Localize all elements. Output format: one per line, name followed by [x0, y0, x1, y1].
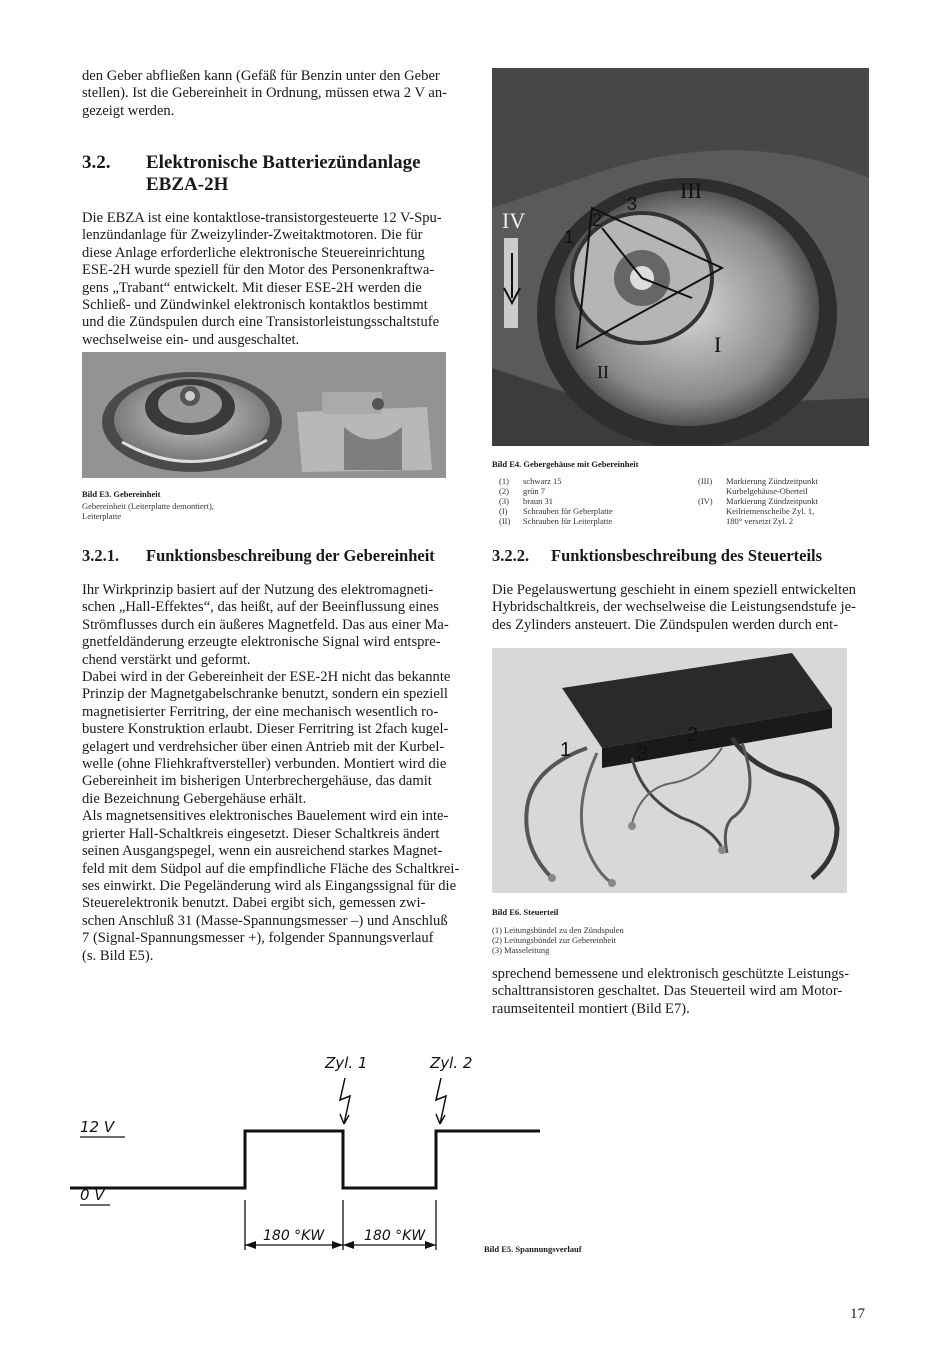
subsection-number: 3.2.2. [492, 546, 530, 565]
figure-title: Bild E3. Gebereinheit [82, 489, 161, 499]
text-line: magnetisierter Ferritring, der eine mechanisch wesentlich ro- [82, 703, 439, 720]
legend-row [698, 506, 873, 516]
text-line: Ihr Wirkprinzip basiert auf der Nutzung des elektromagneti- [82, 582, 434, 598]
text-line: seinen Ausgangspegel, wenn ein ausreichend starkes Magnet- [82, 843, 443, 860]
section-title-line: EBZA-2H [146, 174, 229, 195]
text-line: Die Pegelauswertung geschieht in einem speziell entwickelten [492, 582, 856, 598]
photo-label: 3 [627, 194, 638, 214]
text-line: Steuerelektronik benutzt. Dabei ergibt sich, gemessen zwi- [82, 895, 426, 912]
photo-label: 2 [592, 210, 603, 230]
right-paragraph-1 [492, 582, 869, 634]
spark-arrow-1 [340, 1078, 350, 1124]
legend-text: Markierung Zündzeitpunkt [726, 496, 818, 506]
caption-line: Gebereinheit (Leiterplatte demontiert), [82, 501, 214, 511]
text-line: bustere Konstruktion erlaubt. Dieser Ferritring ist 2fach kugel- [82, 721, 449, 738]
label-12v: 12 V [80, 1118, 115, 1136]
text-line: und die Zündspulen durch eine Transistorleistungsschaltstufe [82, 314, 440, 331]
text-line: Prinzip der Magnetgabelschranke benutzt, sondern ein speziell [82, 686, 448, 703]
photo-label: IV [502, 208, 526, 233]
text-line: grierter Hall-Schaltkreis eingesetzt. Dieser Schaltkreis ändert [82, 825, 440, 842]
text-line: sprechend bemessene und elektronisch geschützte Leistungs- [492, 966, 850, 982]
legend-number [698, 486, 726, 496]
text-line: lenzündanlage für Zweizylinder-Zweitaktmotoren. Die für [82, 227, 423, 244]
photo-label: II [597, 362, 609, 382]
label-0v: 0 V [80, 1186, 105, 1204]
text-line: ESE-2H wurde speziell für den Motor des Personenkraftwa- [82, 262, 435, 279]
section-title [146, 152, 421, 196]
legend-row [698, 516, 873, 526]
ignition-sender-illustration [82, 352, 446, 478]
voltage-waveform-diagram [0, 1040, 950, 1270]
section-number: 3.2. [82, 152, 111, 173]
figure-e4-photo [492, 68, 869, 446]
caption-line: (1) Leitungsbündel zu den Zündspulen [492, 925, 624, 935]
legend-text: Markierung Zündzeitpunkt [726, 476, 818, 486]
text-line: des Zylinders ansteuert. Die Zündspulen werden durch ent- [492, 616, 839, 633]
text-line: Als magnetsensitives elektronisches Bauelement wird ein inte- [82, 808, 449, 825]
right-paragraph-2 [492, 966, 869, 1018]
legend-number: (IV) [698, 496, 713, 506]
figure-e3-photo [82, 352, 446, 478]
intro-paragraph [82, 68, 464, 120]
caption-line: Leiterplatte [82, 511, 122, 521]
legend-number [698, 516, 726, 526]
legend-number: (I) [499, 506, 508, 516]
legend-number: (II) [499, 516, 511, 526]
figure-title: Bild E6. Steuerteil [492, 907, 559, 917]
photo-label: 2 [687, 724, 699, 746]
section-title-line: Elektronische Batteriezündanlage [146, 152, 421, 173]
control-unit-illustration [492, 648, 847, 893]
spark-arrow-2 [436, 1078, 446, 1124]
text-line: welle (ohne Fliehkraftversteller) verbunden. Montiert wird die [82, 756, 447, 773]
text-line: raumseitenteil montiert (Bild E7). [492, 1000, 690, 1017]
figure-title: Bild E4. Gebergehäuse mit Gebereinheit [492, 459, 639, 469]
figure-e6-photo [492, 648, 847, 893]
legend-row [698, 486, 873, 496]
dim-label-1: 180 °KW [263, 1228, 325, 1244]
photo-label: 1 [560, 739, 572, 761]
legend-number [698, 506, 726, 516]
legend-row [499, 516, 689, 526]
subsection-title: Funktionsbeschreibung der Gebereinheit [146, 546, 435, 565]
legend-text: Schrauben für Leiterplatte [523, 516, 613, 526]
text-line: Hybridschaltkreis, der wechselweise die Leistungsendstufe je- [492, 599, 856, 616]
voltage-waveform [70, 1131, 540, 1188]
figure-e6-caption [492, 907, 792, 955]
legend-text: 180° versetzt Zyl. 2 [726, 516, 794, 526]
text-line: die Bezeichnung Gebergehäuse erhält. [82, 790, 307, 807]
dim-label-2: 180 °KW [364, 1228, 426, 1244]
legend-text: schwarz 15 [523, 476, 562, 486]
caption-line: (3) Masseleitung [492, 945, 550, 955]
legend-row [698, 496, 873, 506]
text-line: feld mit dem Südpol auf die empfindliche Fläche des Schaltkrei- [82, 860, 460, 877]
legend-row [499, 476, 689, 486]
text-line: Gebereinheit im bisherigen Unterbrechergehäuse, das damit [82, 773, 432, 790]
figure-e4-legend-left [499, 476, 689, 526]
text-line: ses einwirkt. Die Pegeländerung wird als Eingangssignal für die [82, 877, 457, 894]
dim-arrow [245, 1241, 256, 1249]
text-line: 7 (Signal-Spannungsmesser +), folgender Spannungsverlauf [82, 930, 434, 947]
text-line: schen Anschluß 31 (Masse-Spannungsmesser –) und Anschluß [82, 912, 448, 929]
subsection-number: 3.2.1. [82, 546, 120, 565]
main-paragraph [82, 582, 464, 965]
text-line: Schließ- und Zündwinkel elektronisch kontaktlos bestimmt [82, 297, 428, 314]
text-line: stellen). Ist die Gebereinheit in Ordnung, müssen etwa 2 V an- [82, 85, 448, 102]
text-line: gezeigt werden. [82, 102, 175, 119]
text-line: gelagert und verdrehsicher über einen Antrieb mit der Kurbel- [82, 738, 445, 755]
text-line: Dabei wird in der Gebereinheit der ESE-2H nicht das bekannte [82, 669, 451, 686]
subsection-title: Funktionsbeschreibung des Steuerteils [551, 546, 823, 565]
text-line: Strömflusses durch ein äußeres Magnetfeld. Das aus einer Ma- [82, 616, 449, 633]
legend-row [499, 506, 689, 516]
legend-text: grün 7 [523, 486, 545, 496]
label-zyl-2: Zyl. 2 [430, 1054, 473, 1072]
text-line: schalttransistoren geschaltet. Das Steuerteil wird am Motor- [492, 983, 843, 1000]
text-line: diese Anlage erforderliche elektronische Steuereinrichtung [82, 244, 425, 261]
text-line: den Geber abfließen kann (Gefäß für Benzin unter den Geber [82, 68, 440, 84]
legend-row [499, 496, 689, 506]
legend-number: (1) [499, 476, 509, 486]
text-line: wechselweise ein- und ausgeschaltet. [82, 331, 300, 348]
text-line: gnetfeldänderung erzeugte elektronische Signal wird entspre- [82, 634, 441, 651]
text-line: (s. Bild E5). [82, 947, 154, 964]
dim-arrow [425, 1241, 436, 1249]
dim-arrow [343, 1241, 354, 1249]
legend-text: Keilriemenscheibe Zyl. 1, [726, 506, 815, 516]
sender-housing-illustration [492, 68, 869, 446]
legend-row [499, 486, 689, 496]
legend-text: Kurbelgehäuse-Oberteil [726, 486, 808, 496]
figure-e3-caption [82, 489, 382, 521]
legend-text: Schrauben für Geberplatte [523, 506, 613, 516]
figure-e4-legend-right [698, 476, 873, 526]
text-line: Die EBZA ist eine kontaktlose-transistorgesteuerte 12 V-Spu- [82, 210, 442, 226]
section-paragraph [82, 210, 464, 349]
photo-label: I [714, 332, 722, 357]
label-zyl-1: Zyl. 1 [325, 1054, 368, 1072]
text-line: chend verstärkt und geformt. [82, 651, 251, 668]
dim-arrow [332, 1241, 343, 1249]
legend-row [698, 476, 873, 486]
legend-number: (2) [499, 486, 509, 496]
legend-text: braun 31 [523, 496, 553, 506]
text-line: schen „Hall-Effektes“, das heißt, auf der Beeinflussung eines [82, 599, 439, 616]
photo-label: 1 [564, 227, 575, 247]
legend-number: (3) [499, 496, 509, 506]
text-line: gens „Trabant“ entwickelt. Mit dieser ESE-2H werden die [82, 279, 422, 296]
caption-line: (2) Leitungsbündel zur Gebereinheit [492, 935, 616, 945]
photo-label: 3 [637, 743, 649, 765]
page-number: 17 [850, 1306, 865, 1322]
photo-label: III [680, 178, 702, 203]
figure-e5-caption: Bild E5. Spannungsverlauf [484, 1244, 582, 1254]
legend-number: (III) [698, 476, 713, 486]
